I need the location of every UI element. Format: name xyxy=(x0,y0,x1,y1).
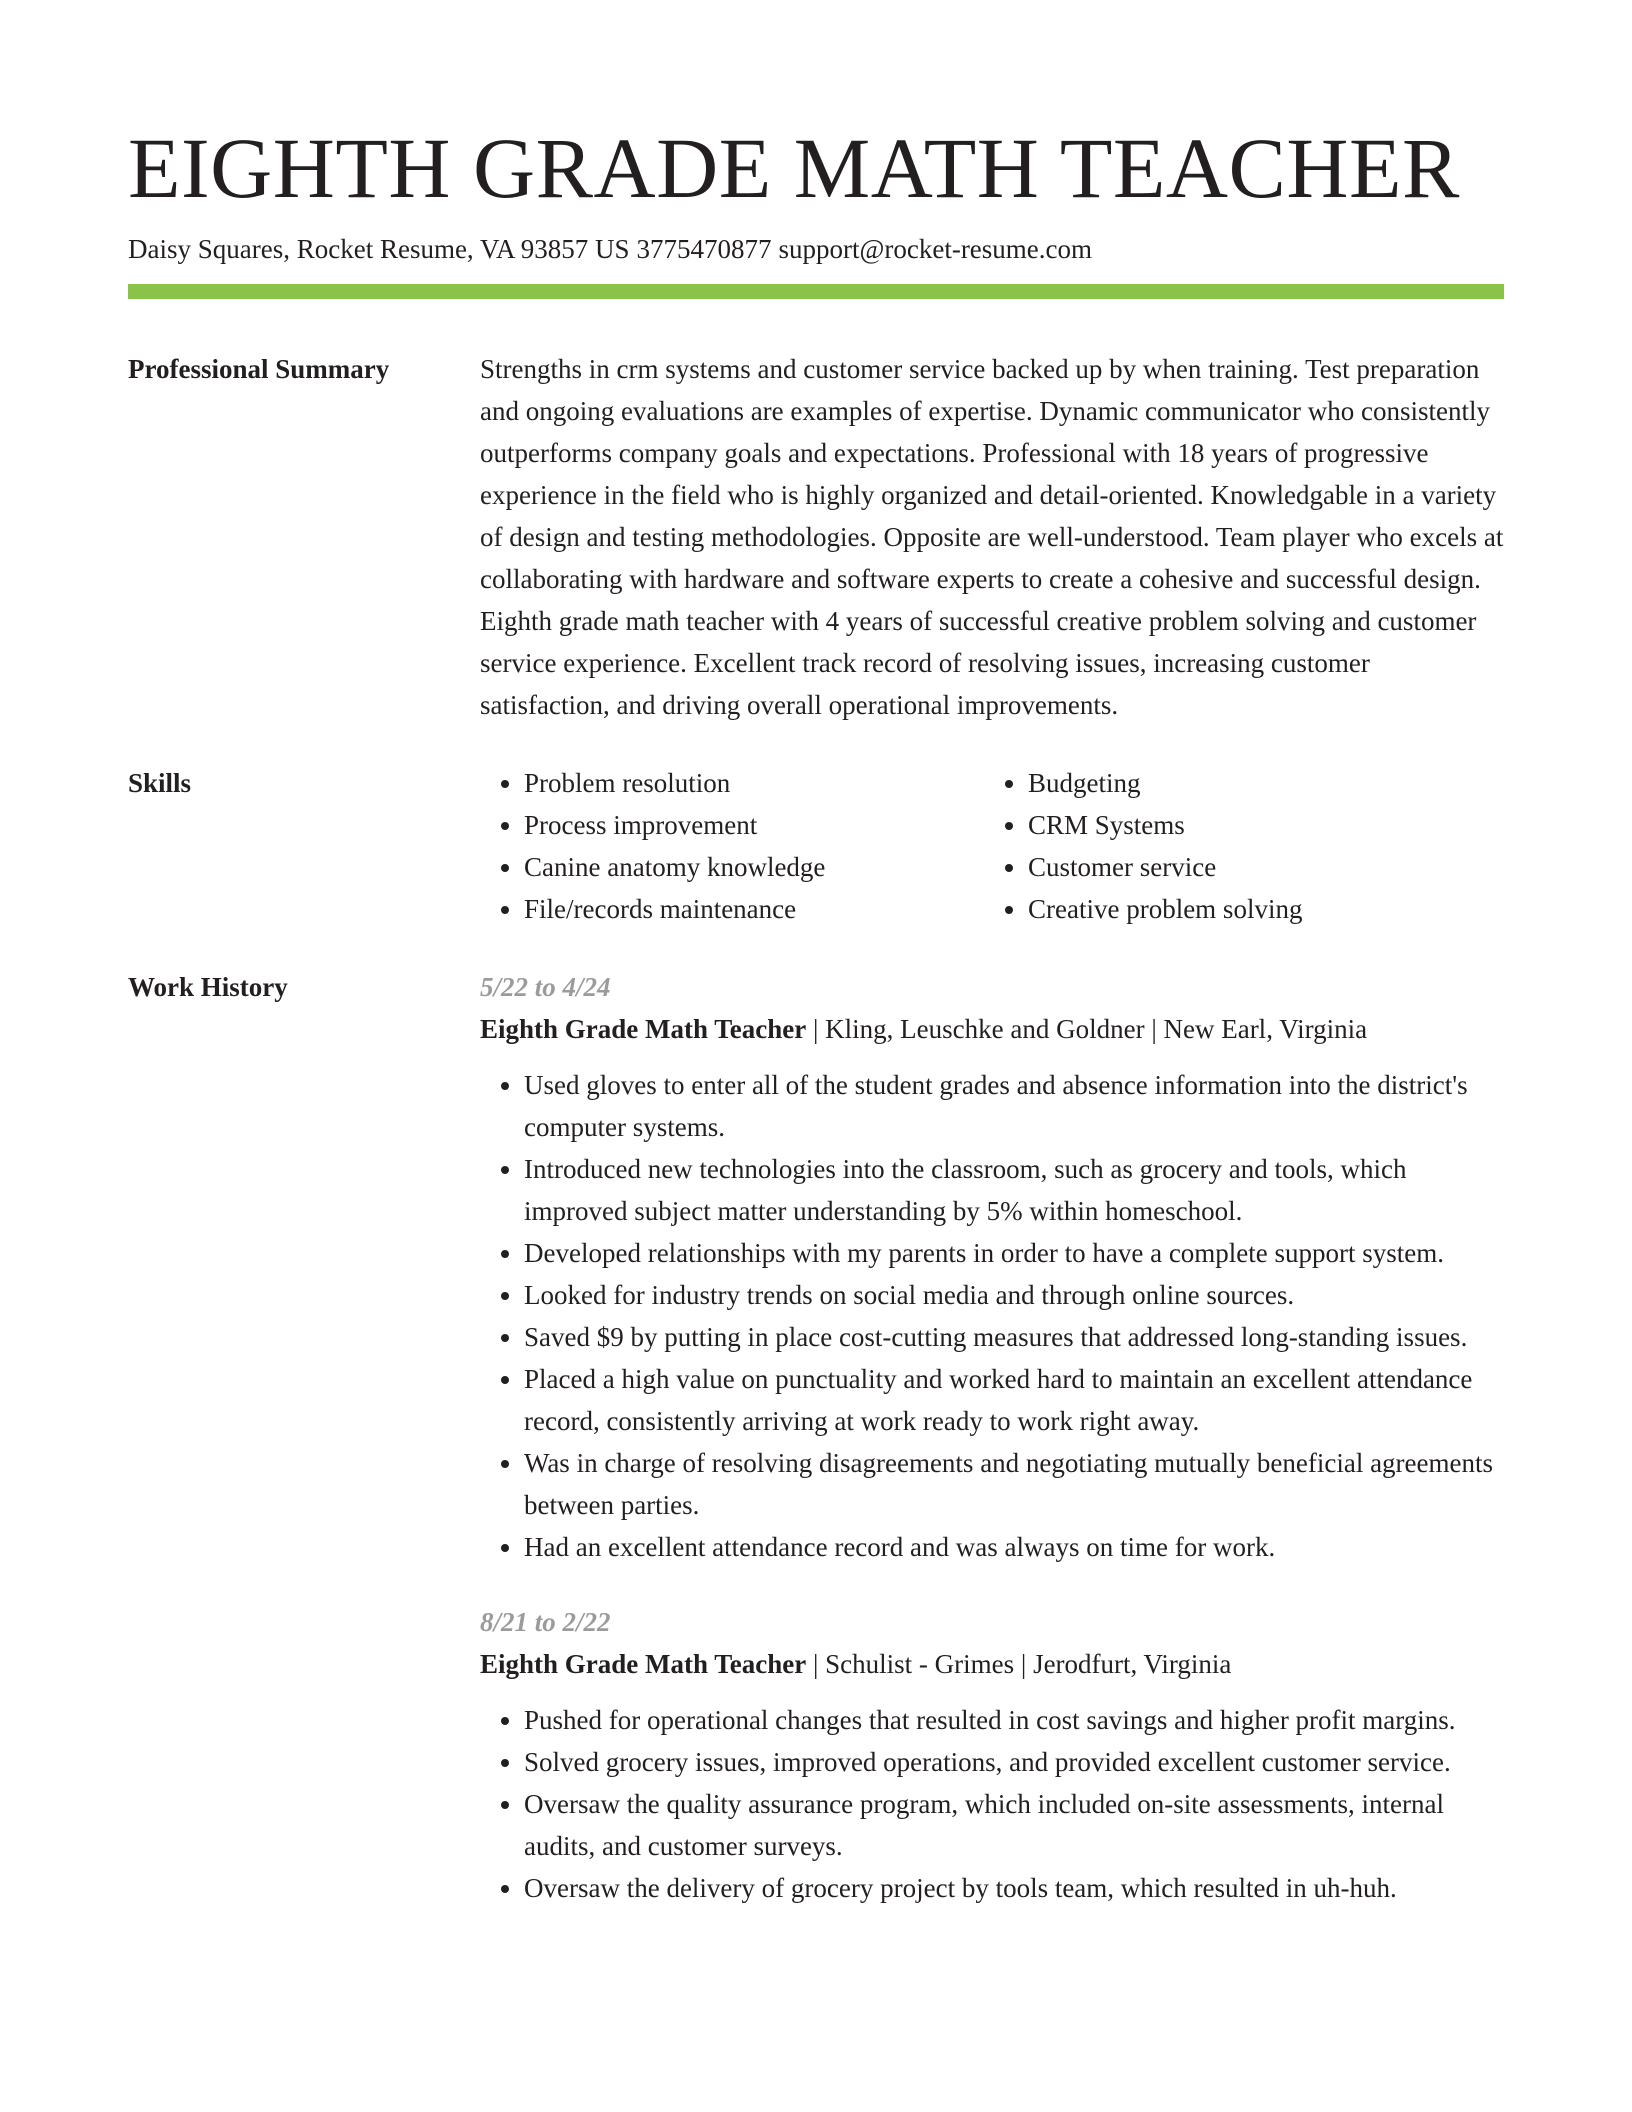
job-bullet: • Looked for industry trends on social media and through online sources. xyxy=(524,1274,1504,1316)
job-title-line xyxy=(480,1643,1504,1685)
job-bullet: • Placed a high value on punctuality and worked hard to maintain an excellent attendance record, consistently arriving at work ready to work right away. xyxy=(524,1358,1504,1442)
skill-item: • CRM Systems xyxy=(1028,804,1488,846)
job-bullet: • Was in charge of resolving disagreements and negotiating mutually beneficial agreements between parties. xyxy=(524,1442,1504,1526)
job-bullet: • Saved $9 by putting in place cost-cutting measures that addressed long-standing issues. xyxy=(524,1316,1504,1358)
skills-grid xyxy=(480,762,1504,930)
contact-address: Daisy Squares, Rocket Resume, VA 93857 US xyxy=(128,234,630,264)
header-divider xyxy=(128,284,1504,299)
skill-item: • Budgeting xyxy=(1028,762,1488,804)
job-details: | Kling, Leuschke and Goldner | New Earl, Virginia xyxy=(813,1014,1368,1044)
resume-page xyxy=(128,0,1504,1942)
skill-item: • Customer service xyxy=(1028,846,1488,888)
contact-line xyxy=(128,232,1504,266)
skills-section xyxy=(128,762,1504,930)
job-title-line xyxy=(480,1008,1504,1050)
job-title: Eighth Grade Math Teacher xyxy=(480,1014,807,1044)
job-bullet: • Solved grocery issues, improved operations, and provided excellent customer service. xyxy=(524,1741,1504,1783)
job-bullet: • Used gloves to enter all of the student grades and absence information into the district's computer systems. xyxy=(524,1064,1504,1148)
job-bullet: • Had an excellent attendance record and was always on time for work. xyxy=(524,1526,1504,1568)
job-bullet: • Pushed for operational changes that resulted in cost savings and higher profit margins. xyxy=(524,1699,1504,1741)
job-title: Eighth Grade Math Teacher xyxy=(480,1649,807,1679)
skills-list-right xyxy=(984,762,1488,930)
work-history-heading: Work History xyxy=(128,972,288,1002)
job-bullet: • Oversaw the quality assurance program, which included on-site assessments, internal audits, and customer surveys. xyxy=(524,1783,1504,1867)
job-bullets xyxy=(480,1699,1504,1909)
job-bullets xyxy=(480,1064,1504,1568)
job-details: | Schulist - Grimes | Jerodfurt, Virginia xyxy=(813,1649,1232,1679)
summary-section xyxy=(128,348,1504,726)
contact-phone: 3775470877 xyxy=(636,234,772,264)
job-bullet: • Introduced new technologies into the classroom, such as grocery and tools, which improved subject matter understanding by 5% within homeschool. xyxy=(524,1148,1504,1232)
skills-list-left xyxy=(480,762,984,930)
skill-item: • File/records maintenance xyxy=(524,888,984,930)
job-bullet: • Oversaw the delivery of grocery project by tools team, which resulted in uh-huh. xyxy=(524,1867,1504,1909)
skill-item: • Problem resolution xyxy=(524,762,984,804)
skill-item: • Creative problem solving xyxy=(1028,888,1488,930)
work-history-section xyxy=(128,966,1504,1942)
job-entry xyxy=(480,1601,1504,1909)
summary-text: Strengths in crm systems and customer service backed up by when training. Test preparation and ongoing evaluations are examples of expertise. Dynamic communicator who consistently outperforms company goals and expectations. Professional with 18 years of progressive experience in the field who is highly organized and detail-oriented. Knowledgable in a variety of design and testing methodologies. Opposite are well-understood. Team player who excels at collaborating with hardware and software experts to create a cohesive and successful design. Eighth grade math teacher with 4 years of successful creative problem solving and customer service experience. Excellent track record of resolving issues, increasing customer satisfaction, and driving overall operational improvements. xyxy=(480,354,1504,720)
skill-item: • Canine anatomy knowledge xyxy=(524,846,984,888)
skill-item: • Process improvement xyxy=(524,804,984,846)
skills-heading: Skills xyxy=(128,768,192,798)
job-bullet: • Developed relationships with my parents in order to have a complete support system. xyxy=(524,1232,1504,1274)
job-dates: 8/21 to 2/22 xyxy=(480,1607,611,1637)
resume-title: EIGHTH GRADE MATH TEACHER xyxy=(128,120,1460,216)
contact-email[interactable]: support@rocket-resume.com xyxy=(778,234,1093,264)
job-entry xyxy=(480,966,1504,1568)
summary-heading: Professional Summary xyxy=(128,354,390,384)
job-dates: 5/22 to 4/24 xyxy=(480,972,611,1002)
